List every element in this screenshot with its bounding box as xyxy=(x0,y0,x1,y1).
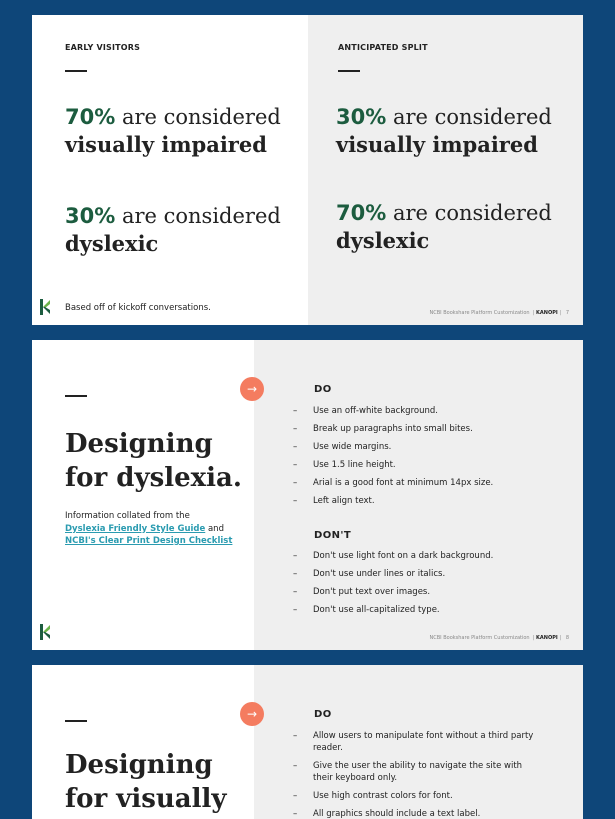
stat-visually-impaired xyxy=(336,103,552,159)
source-info xyxy=(65,510,235,548)
title-line-2: for dyslexia. xyxy=(65,463,242,493)
dyslexia-style-guide-link[interactable]: Dyslexia Friendly Style Guide xyxy=(65,523,206,534)
stat-strong: dyslexic xyxy=(336,228,430,253)
slide-7 xyxy=(32,15,583,325)
anticipated-split-label: ANTICIPATED SPLIT xyxy=(338,43,428,52)
arrow-right-icon: → xyxy=(240,702,264,726)
title-line-1: Designing xyxy=(65,429,213,459)
stat-text: are considered xyxy=(121,204,281,228)
stat-percent: 30% xyxy=(336,105,387,129)
and-text: and xyxy=(207,523,224,534)
divider xyxy=(65,70,87,72)
dont-list-item: – Don't use under lines or italics. xyxy=(293,568,573,580)
ncbi-checklist-link[interactable]: NCBI's Clear Print Design Checklist xyxy=(65,536,233,546)
footer-brand: KANOPI xyxy=(536,310,558,316)
kanopi-logo-icon xyxy=(39,624,51,640)
footnote: Based off of kickoff conversations. xyxy=(65,303,211,313)
do-list-item: – Use an off-white background. xyxy=(293,405,573,417)
slide-8 xyxy=(32,340,583,650)
stat-dyslexic xyxy=(65,202,281,258)
footer-text: NCBI Bookshare Platform Customization xyxy=(429,310,530,316)
do-heading: DO xyxy=(314,709,332,720)
arrow-right-icon: → xyxy=(240,377,264,401)
stat-percent: 70% xyxy=(65,105,116,129)
do-list-item: – Allow users to manipulate font without a third party reader. xyxy=(293,730,543,754)
stat-text: are considered xyxy=(392,201,552,225)
do-list xyxy=(293,405,573,513)
slide-footer: NCBI Bookshare Platform Customization | KANOPI | 7 xyxy=(429,310,569,316)
info-text: Information collated from the xyxy=(65,511,190,521)
page-number: 7 xyxy=(565,310,569,316)
footer-text: NCBI Bookshare Platform Customization xyxy=(429,635,530,641)
slide-title xyxy=(65,748,227,816)
dont-list-item: – Don't use light font on a dark background. xyxy=(293,550,573,562)
early-visitors-label: EARLY VISITORS xyxy=(65,43,141,52)
do-list-item: – Give the user the ability to navigate the site with their keyboard only. xyxy=(293,760,543,784)
do-list-item: – Use high contrast colors for font. xyxy=(293,790,543,802)
footer-brand: KANOPI xyxy=(536,635,558,641)
stat-percent: 70% xyxy=(336,201,387,225)
right-panel xyxy=(308,15,583,325)
slide-footer: NCBI Bookshare Platform Customization | KANOPI | 8 xyxy=(429,635,569,641)
stat-strong: dyslexic xyxy=(65,231,159,256)
title-line-1: Designing xyxy=(65,750,213,780)
stat-dyslexic xyxy=(336,199,552,255)
slide-9 xyxy=(32,665,583,819)
stat-percent: 30% xyxy=(65,204,116,228)
slide-title xyxy=(65,427,242,495)
divider xyxy=(65,395,87,397)
stat-text: are considered xyxy=(392,105,552,129)
do-list-item: – Break up paragraphs into small bites. xyxy=(293,423,573,435)
stat-strong: visually impaired xyxy=(65,132,267,157)
do-heading: DO xyxy=(314,384,332,395)
dont-list-item: – Don't use all-capitalized type. xyxy=(293,604,573,616)
dont-heading: DON'T xyxy=(314,530,352,541)
page-number: 8 xyxy=(565,635,569,641)
stat-visually-impaired xyxy=(65,103,281,159)
dont-list-item: – Don't put text over images. xyxy=(293,586,573,598)
do-list-item: – Arial is a good font at minimum 14px size. xyxy=(293,477,573,489)
stat-strong: visually impaired xyxy=(336,132,538,157)
do-list xyxy=(293,730,543,819)
dont-list xyxy=(293,550,573,622)
do-list-item: – Use wide margins. xyxy=(293,441,573,453)
stat-text: are considered xyxy=(121,105,281,129)
do-list-item: – All graphics should include a text label. xyxy=(293,808,543,819)
kanopi-logo-icon xyxy=(39,299,51,315)
do-list-item: – Use 1.5 line height. xyxy=(293,459,573,471)
do-list-item: – Left align text. xyxy=(293,495,573,507)
divider xyxy=(338,70,360,72)
divider xyxy=(65,720,87,722)
title-line-2: for visually xyxy=(65,784,227,814)
